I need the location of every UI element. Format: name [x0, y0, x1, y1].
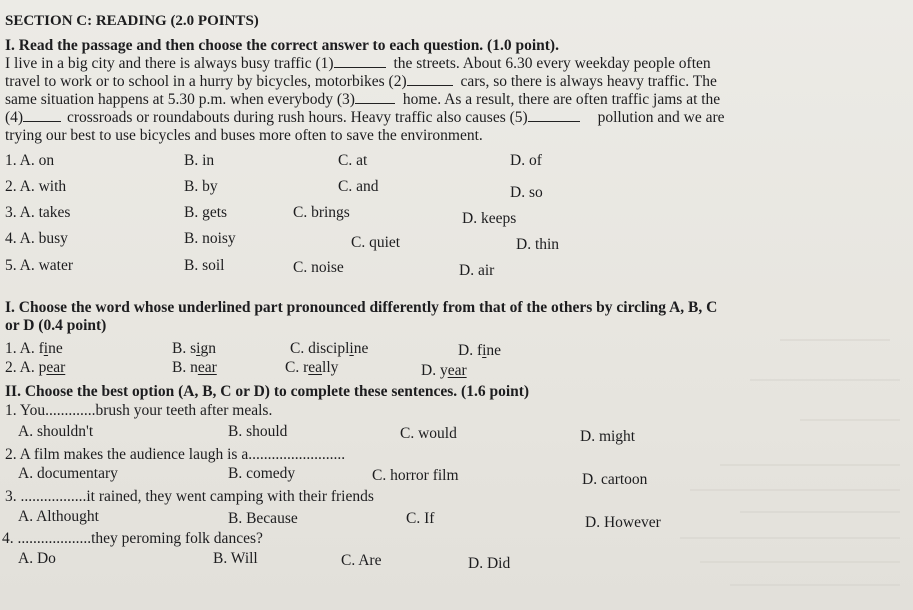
- blank-3: [355, 91, 395, 104]
- q5-option-d[interactable]: D. air: [459, 262, 495, 279]
- q1-option-a[interactable]: 1. A. on: [5, 152, 55, 169]
- sentence-3-stem: 3. .................it rained, they went camping with their friends: [5, 488, 374, 505]
- q4-option-b[interactable]: B. noisy: [184, 230, 236, 247]
- q3-option-c[interactable]: C. brings: [293, 204, 350, 221]
- q2-option-c[interactable]: C. and: [338, 178, 379, 195]
- s3-option-c[interactable]: C. If: [406, 510, 435, 527]
- q4-option-d[interactable]: D. thin: [516, 236, 560, 253]
- pron-q2-option-b[interactable]: B. near: [172, 359, 217, 376]
- s4-option-a[interactable]: A. Do: [18, 550, 56, 567]
- pron-q1-option-c[interactable]: C. discipline: [290, 340, 369, 357]
- q3-option-a[interactable]: 3. A. takes: [5, 204, 71, 221]
- passage-line-2: travel to work or to school in a hurry by bicycles, motorbikes (2) cars, so there is always heavy traffic. The: [5, 73, 717, 90]
- part3-instruction: II. Choose the best option (A, B, C or D) to complete these sentences. (1.6 point): [5, 383, 530, 400]
- sentence-1-stem: 1. You.............brush your teeth after meals.: [5, 402, 273, 419]
- part2-instruction-line-2: or D (0.4 point): [5, 317, 107, 334]
- s1-option-c[interactable]: C. would: [400, 425, 457, 442]
- s4-option-c[interactable]: C. Are: [341, 552, 382, 569]
- part2-instruction-line-1: I. Choose the word whose underlined part pronounced differently from that of the others by circling A, B, C: [5, 299, 718, 316]
- q1-option-c[interactable]: C. at: [338, 152, 368, 169]
- q5-option-a[interactable]: 5. A. water: [5, 257, 74, 274]
- q5-option-c[interactable]: C. noise: [293, 259, 344, 276]
- s2-option-d[interactable]: D. cartoon: [582, 471, 648, 488]
- pron-q2-option-c[interactable]: C. really: [285, 359, 339, 376]
- pron-q1-option-b[interactable]: B. sign: [172, 340, 216, 357]
- blank-4: [23, 109, 61, 122]
- q2-option-b[interactable]: B. by: [184, 178, 218, 195]
- passage-line-5: trying our best to use bicycles and buses more often to save the environment.: [5, 127, 483, 144]
- sentence-4-stem: 4. ...................they peroming folk dances?: [2, 530, 263, 547]
- q3-option-d[interactable]: D. keeps: [462, 210, 517, 227]
- s3-option-a[interactable]: A. Althought: [18, 508, 99, 525]
- section-title: SECTION C: READING (2.0 POINTS): [5, 13, 259, 29]
- q2-option-d[interactable]: D. so: [510, 184, 543, 201]
- q4-option-c[interactable]: C. quiet: [351, 234, 401, 251]
- passage-line-4: (4) crossroads or roundabouts during rush hours. Heavy traffic also causes (5) pollution and we are: [5, 109, 725, 126]
- q4-option-a[interactable]: 4. A. busy: [5, 230, 68, 247]
- q2-option-a[interactable]: 2. A. with: [5, 178, 67, 195]
- s2-option-c[interactable]: C. horror film: [372, 467, 459, 484]
- blank-1: [334, 55, 386, 68]
- pron-q2-option-a[interactable]: 2. A. pear: [5, 359, 66, 376]
- q5-option-b[interactable]: B. soil: [184, 257, 225, 274]
- blank-5: [528, 109, 580, 122]
- pron-q2-option-d[interactable]: D. year: [421, 362, 467, 379]
- s1-option-d[interactable]: D. might: [580, 428, 636, 445]
- pron-q1-option-a[interactable]: 1. A. fine: [5, 340, 63, 357]
- blank-2: [407, 73, 453, 86]
- q3-option-b[interactable]: B. gets: [184, 204, 228, 221]
- q1-option-d[interactable]: D. of: [510, 152, 542, 169]
- passage-line-1: I live in a big city and there is always busy traffic (1) the streets. About 6.30 every weekday people often: [5, 55, 711, 72]
- pron-q1-option-d[interactable]: D. fine: [458, 342, 502, 359]
- s3-option-b[interactable]: B. Because: [228, 510, 298, 527]
- s2-option-a[interactable]: A. documentary: [18, 465, 118, 482]
- s2-option-b[interactable]: B. comedy: [228, 465, 296, 482]
- sentence-2-stem: 2. A film makes the audience laugh is a.........................: [5, 446, 346, 463]
- s4-option-d[interactable]: D. Did: [468, 555, 511, 572]
- s3-option-d[interactable]: D. However: [585, 514, 661, 531]
- q1-option-b[interactable]: B. in: [184, 152, 215, 169]
- bleed-through-texture: [660, 300, 910, 600]
- passage-line-3: same situation happens at 5.30 p.m. when everybody (3) home. As a result, there are often traffic jams at the: [5, 91, 721, 108]
- s1-option-a[interactable]: A. shouldn't: [18, 423, 94, 440]
- s1-option-b[interactable]: B. should: [228, 423, 288, 440]
- s4-option-b[interactable]: B. Will: [213, 550, 258, 567]
- part1-instruction: I. Read the passage and then choose the correct answer to each question. (1.0 point).: [5, 37, 559, 54]
